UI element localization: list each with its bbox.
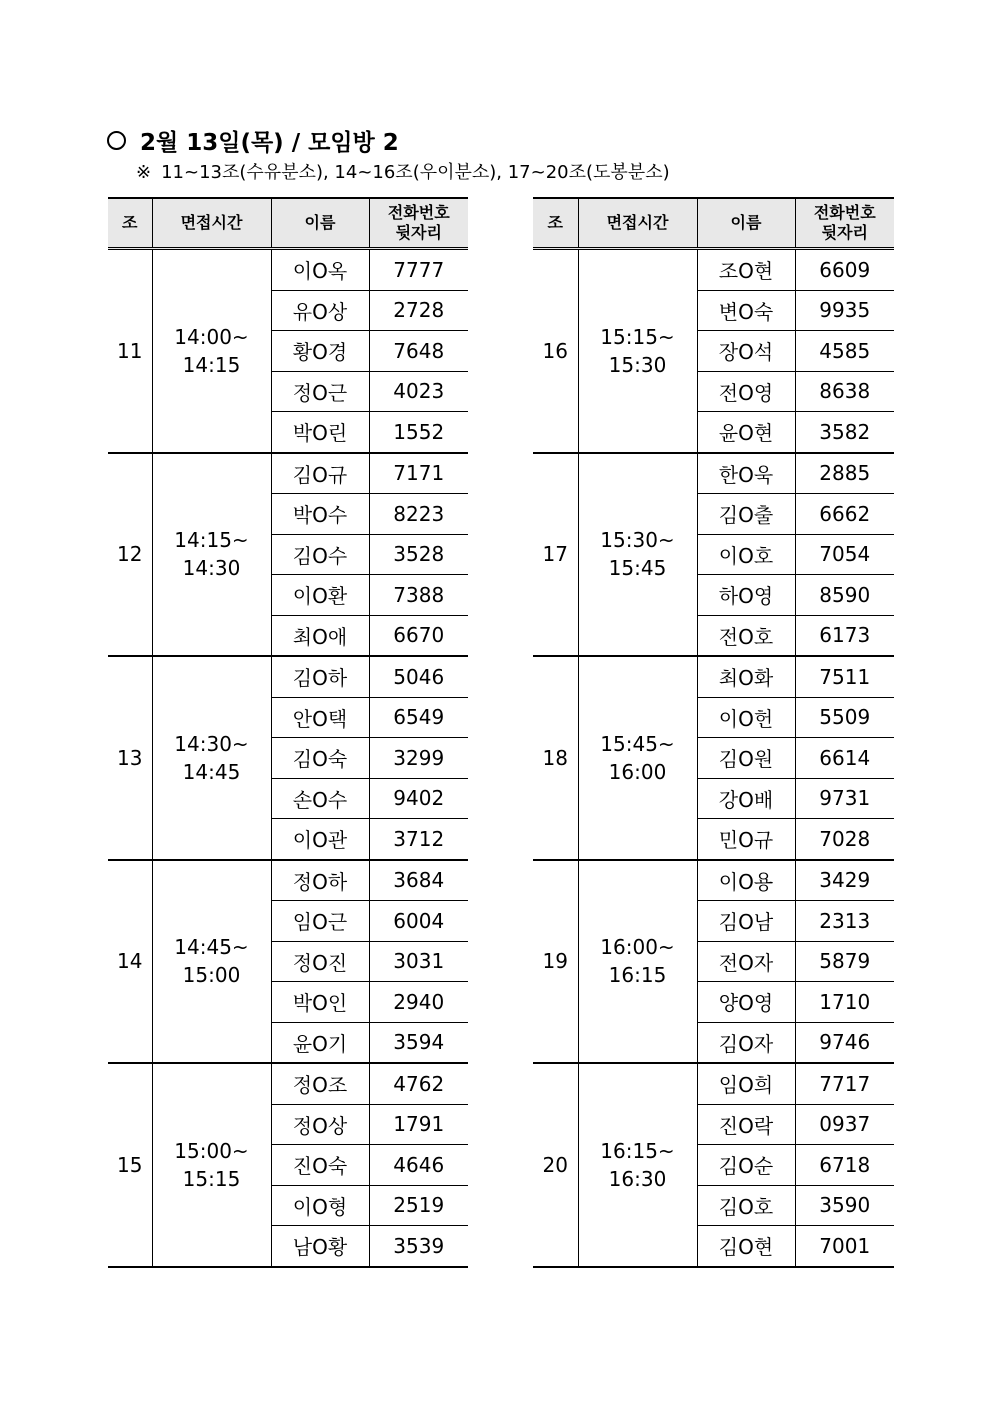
phone-last-digits: 2885 [795, 453, 894, 494]
time-start: 16:00~ [600, 935, 675, 960]
candidate-name: 임O희 [697, 1063, 795, 1104]
phone-last-digits: 3594 [369, 1022, 468, 1063]
candidate-name: 민O규 [697, 819, 795, 860]
table-row [108, 1063, 468, 1104]
page-title [107, 124, 399, 157]
candidate-name: 최O애 [271, 615, 369, 656]
phone-last-digits: 8590 [795, 575, 894, 616]
candidate-name: 김O호 [697, 1185, 795, 1226]
candidate-name: 임O근 [271, 901, 369, 942]
header-phone-line1: 전화번호 [813, 203, 876, 222]
title-text: 2월 13일(목) / 모임방 2 [140, 130, 399, 156]
interview-time [152, 249, 271, 453]
phone-last-digits: 2940 [369, 982, 468, 1023]
time-start: 15:15~ [600, 324, 675, 349]
table-row [533, 1063, 894, 1104]
candidate-name: 최O화 [697, 656, 795, 697]
schedule-table-right [533, 197, 894, 1268]
phone-last-digits: 4023 [369, 371, 468, 412]
phone-last-digits: 3684 [369, 860, 468, 901]
time-end: 16:00 [608, 759, 667, 784]
group-number: 13 [108, 656, 152, 860]
interview-time [578, 656, 697, 860]
candidate-name: 한O욱 [697, 453, 795, 494]
time-end: 16:30 [608, 1166, 667, 1191]
candidate-name: 이O형 [271, 1185, 369, 1226]
candidate-name: 김O규 [271, 453, 369, 494]
candidate-name: 하O영 [697, 575, 795, 616]
phone-last-digits: 9402 [369, 778, 468, 819]
phone-last-digits: 7777 [369, 249, 468, 291]
candidate-name: 김O숙 [271, 738, 369, 779]
phone-last-digits: 9731 [795, 778, 894, 819]
phone-last-digits: 6549 [369, 697, 468, 738]
header-time: 면접시간 [152, 198, 271, 249]
candidate-name: 김O수 [271, 534, 369, 575]
table-row [533, 453, 894, 494]
header-phone [795, 198, 894, 249]
interview-time [152, 1063, 271, 1267]
candidate-name: 진O숙 [271, 1145, 369, 1186]
candidate-name: 손O수 [271, 778, 369, 819]
candidate-name: 정O진 [271, 941, 369, 982]
candidate-name: 윤O현 [697, 412, 795, 453]
phone-last-digits: 5509 [795, 697, 894, 738]
time-end: 15:00 [182, 963, 241, 988]
phone-last-digits: 5879 [795, 941, 894, 982]
time-end: 16:15 [608, 963, 667, 988]
phone-last-digits: 0937 [795, 1104, 894, 1145]
candidate-name: 이O호 [697, 534, 795, 575]
phone-last-digits: 2728 [369, 290, 468, 331]
interview-time [578, 249, 697, 453]
group-number: 16 [533, 249, 578, 453]
phone-last-digits: 7054 [795, 534, 894, 575]
branch-note [136, 158, 670, 184]
candidate-name: 김O현 [697, 1226, 795, 1267]
phone-last-digits: 2519 [369, 1185, 468, 1226]
time-end: 15:30 [608, 352, 667, 377]
candidate-name: 전O호 [697, 615, 795, 656]
time-start: 15:00~ [174, 1138, 249, 1163]
candidate-name: 정O근 [271, 371, 369, 412]
candidate-name: 변O숙 [697, 290, 795, 331]
phone-last-digits: 6609 [795, 249, 894, 291]
header-group: 조 [108, 198, 152, 249]
candidate-name: 이O헌 [697, 697, 795, 738]
header-name: 이름 [271, 198, 369, 249]
candidate-name: 강O배 [697, 778, 795, 819]
table-row [108, 249, 468, 291]
phone-last-digits: 3031 [369, 941, 468, 982]
candidate-name: 이O옥 [271, 249, 369, 291]
candidate-name: 이O관 [271, 819, 369, 860]
header-time: 면접시간 [578, 198, 697, 249]
table-row [533, 249, 894, 291]
candidate-name: 박O린 [271, 412, 369, 453]
time-start: 15:30~ [600, 528, 675, 553]
interview-time [578, 1063, 697, 1267]
time-end: 15:15 [182, 1166, 241, 1191]
candidate-name: 박O인 [271, 982, 369, 1023]
phone-last-digits: 3582 [795, 412, 894, 453]
candidate-name: 진O락 [697, 1104, 795, 1145]
phone-last-digits: 7001 [795, 1226, 894, 1267]
phone-last-digits: 9935 [795, 290, 894, 331]
candidate-name: 장O석 [697, 331, 795, 372]
candidate-name: 남O황 [271, 1226, 369, 1267]
candidate-name: 안O택 [271, 697, 369, 738]
candidate-name: 김O자 [697, 1022, 795, 1063]
table-header-row [533, 198, 894, 249]
header-group: 조 [533, 198, 578, 249]
candidate-name: 전O자 [697, 941, 795, 982]
phone-last-digits: 7028 [795, 819, 894, 860]
phone-last-digits: 3712 [369, 819, 468, 860]
header-phone-line2: 뒷자리 [395, 223, 442, 242]
schedule-table-left [108, 197, 468, 1268]
candidate-name: 이O환 [271, 575, 369, 616]
candidate-name: 정O하 [271, 860, 369, 901]
time-start: 14:00~ [174, 324, 249, 349]
phone-last-digits: 7717 [795, 1063, 894, 1104]
phone-last-digits: 3528 [369, 534, 468, 575]
phone-last-digits: 5046 [369, 656, 468, 697]
table-header-row [108, 198, 468, 249]
header-phone-line2: 뒷자리 [821, 223, 868, 242]
table-row [108, 860, 468, 901]
phone-last-digits: 4646 [369, 1145, 468, 1186]
phone-last-digits: 1791 [369, 1104, 468, 1145]
phone-last-digits: 8638 [795, 371, 894, 412]
phone-last-digits: 7648 [369, 331, 468, 372]
phone-last-digits: 8223 [369, 494, 468, 535]
interview-time [152, 656, 271, 860]
phone-last-digits: 1710 [795, 982, 894, 1023]
phone-last-digits: 3590 [795, 1185, 894, 1226]
time-start: 15:45~ [600, 731, 675, 756]
phone-last-digits: 1552 [369, 412, 468, 453]
time-end: 14:30 [182, 556, 241, 581]
interview-time [152, 453, 271, 657]
phone-last-digits: 7171 [369, 453, 468, 494]
phone-last-digits: 4762 [369, 1063, 468, 1104]
table-row [533, 860, 894, 901]
interview-time [152, 860, 271, 1064]
group-number: 11 [108, 249, 152, 453]
time-end: 15:45 [608, 556, 667, 581]
candidate-name: 윤O기 [271, 1022, 369, 1063]
candidate-name: 양O영 [697, 982, 795, 1023]
time-end: 14:15 [182, 352, 241, 377]
phone-last-digits: 6614 [795, 738, 894, 779]
table-row [533, 656, 894, 697]
group-number: 14 [108, 860, 152, 1064]
header-name: 이름 [697, 198, 795, 249]
time-start: 14:15~ [174, 528, 249, 553]
phone-last-digits: 7511 [795, 656, 894, 697]
note-text: 11~13조(수유분소), 14~16조(우이분소), 17~20조(도봉분소) [161, 162, 670, 183]
time-end: 14:45 [182, 759, 241, 784]
candidate-name: 정O조 [271, 1063, 369, 1104]
interview-time [578, 453, 697, 657]
interview-time [578, 860, 697, 1064]
table-row [108, 453, 468, 494]
candidate-name: 김O원 [697, 738, 795, 779]
reference-mark-icon: ※ [136, 162, 152, 183]
phone-last-digits: 4585 [795, 331, 894, 372]
phone-last-digits: 3429 [795, 860, 894, 901]
phone-last-digits: 6173 [795, 615, 894, 656]
time-start: 14:45~ [174, 935, 249, 960]
group-number: 18 [533, 656, 578, 860]
candidate-name: 박O수 [271, 494, 369, 535]
candidate-name: 김O순 [697, 1145, 795, 1186]
group-number: 20 [533, 1063, 578, 1267]
group-number: 17 [533, 453, 578, 657]
phone-last-digits: 6004 [369, 901, 468, 942]
phone-last-digits: 6662 [795, 494, 894, 535]
phone-last-digits: 9746 [795, 1022, 894, 1063]
circle-bullet-icon [107, 131, 126, 150]
group-number: 15 [108, 1063, 152, 1267]
group-number: 19 [533, 860, 578, 1064]
candidate-name: 조O현 [697, 249, 795, 291]
candidate-name: 이O용 [697, 860, 795, 901]
candidate-name: 김O남 [697, 901, 795, 942]
candidate-name: 유O상 [271, 290, 369, 331]
phone-last-digits: 6718 [795, 1145, 894, 1186]
table-row [108, 656, 468, 697]
phone-last-digits: 3539 [369, 1226, 468, 1267]
phone-last-digits: 6670 [369, 615, 468, 656]
header-phone [369, 198, 468, 249]
phone-last-digits: 3299 [369, 738, 468, 779]
candidate-name: 정O상 [271, 1104, 369, 1145]
header-phone-line1: 전화번호 [387, 203, 450, 222]
time-start: 16:15~ [600, 1138, 675, 1163]
candidate-name: 황O경 [271, 331, 369, 372]
candidate-name: 김O출 [697, 494, 795, 535]
phone-last-digits: 2313 [795, 901, 894, 942]
group-number: 12 [108, 453, 152, 657]
phone-last-digits: 7388 [369, 575, 468, 616]
candidate-name: 전O영 [697, 371, 795, 412]
time-start: 14:30~ [174, 731, 249, 756]
candidate-name: 김O하 [271, 656, 369, 697]
